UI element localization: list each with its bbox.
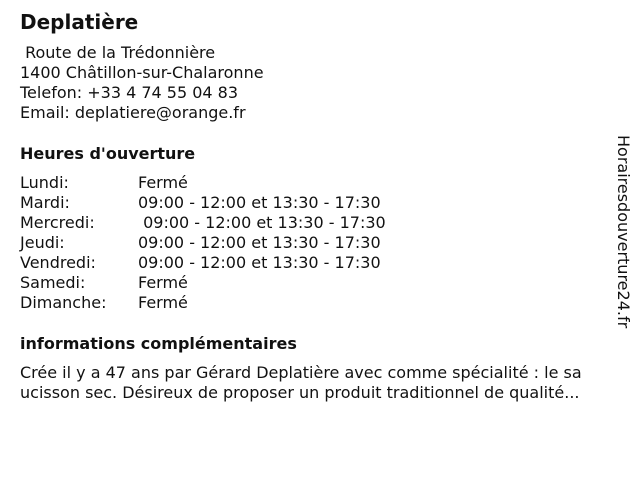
day-label: Lundi:: [20, 173, 69, 192]
business-name: Deplatière: [20, 10, 139, 34]
description-line: ucisson sec. Désireux de proposer un produit traditionnel de qualité...: [20, 383, 580, 402]
hours-value: Fermé: [138, 293, 188, 312]
hours-value: Fermé: [138, 173, 188, 192]
day-label: Dimanche:: [20, 293, 107, 312]
hours-value: 09:00 - 12:00 et 13:30 - 17:30: [138, 253, 381, 272]
additional-info-heading: informations complémentaires: [20, 334, 297, 353]
contact-block: [20, 43, 264, 123]
description-line: Crée il y a 47 ans par Gérard Deplatière avec comme spécialité : le sa: [20, 363, 582, 382]
day-label: Vendredi:: [20, 253, 96, 272]
address-city: 1400 Châtillon-sur-Chalaronne: [20, 63, 264, 82]
address-street: Route de la Trédonnière: [20, 43, 216, 62]
day-label: Jeudi:: [20, 233, 65, 252]
hours-value: 09:00 - 12:00 et 13:30 - 17:30: [138, 213, 386, 232]
hours-value: Fermé: [138, 273, 188, 292]
opening-hours-heading: Heures d'ouverture: [20, 144, 196, 163]
phone-number: Telefon: +33 4 74 55 04 83: [20, 83, 239, 102]
hours-value: 09:00 - 12:00 et 13:30 - 17:30: [138, 193, 381, 212]
hours-value: 09:00 - 12:00 et 13:30 - 17:30: [138, 233, 381, 252]
business-description: [20, 363, 632, 403]
email-address: Email: deplatiere@orange.fr: [20, 103, 246, 122]
day-label: Mardi:: [20, 193, 70, 212]
day-label: Mercredi:: [20, 213, 95, 232]
site-watermark: Horairesdouverture24.fr: [614, 135, 633, 329]
day-label: Samedi:: [20, 273, 86, 292]
